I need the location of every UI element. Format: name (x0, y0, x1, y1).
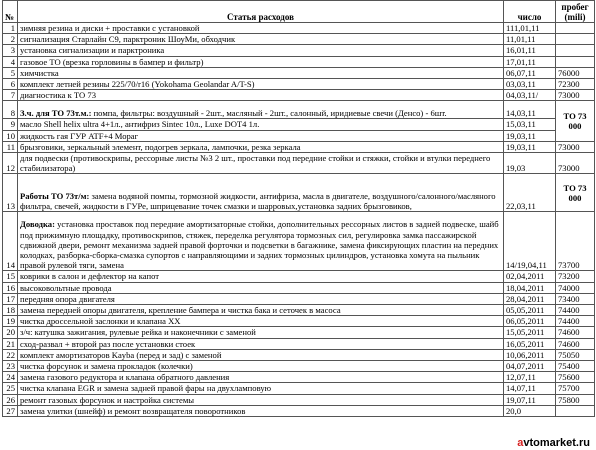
table-row (3, 271, 595, 282)
row-mileage-merged: ТО 73 000 (556, 174, 595, 212)
row-description: сигнализация Старлайн С9, парктроник ШоуМи, обходчик (18, 34, 504, 45)
row-date: 10,06,2011 (504, 349, 556, 360)
row-mileage: 75800 (556, 394, 595, 405)
row-number: 17 (3, 293, 18, 304)
row-number: 26 (3, 394, 18, 405)
expense-table (2, 0, 595, 417)
row-mileage-merged: ТО 73 000 (556, 101, 595, 141)
row-number: 22 (3, 349, 18, 360)
row-mileage (556, 56, 595, 67)
row-number: 24 (3, 372, 18, 383)
row-description: брызговики, зеркальный элемент, подогрев зеркала, лампочки, резка зеркала (18, 141, 504, 152)
watermark-logo (515, 437, 592, 449)
row-date: 12,07,11 (504, 372, 556, 383)
row-number: 19 (3, 316, 18, 327)
table-row (3, 405, 595, 416)
table-row (3, 34, 595, 45)
row-description-bold: З.ч. для ТО 73т.м.: (20, 108, 92, 119)
row-date: 04,03,11/ (504, 90, 556, 101)
row-description: сход-развал + второй раз после установки стоек (18, 338, 504, 349)
row-description: з/ч: катушка зажигания, рулевые рейка и наконечники с заменой (18, 327, 504, 338)
table-row (3, 282, 595, 293)
row-number: 4 (3, 56, 18, 67)
row-number: 3 (3, 45, 18, 56)
table-row (3, 372, 595, 383)
table-row (3, 23, 595, 34)
row-description-text: установка проставок под передние амортизаторные стойки, дополнительных рессорных листов в задней подвеске, шайб под прижимную площадку, противоскрипов, стяжек, переделка регулятора тормозных сил, регулировка замка пассажирской сдвижной двери, ремонт механизма задней правой форточки и подсветки в багажнике, замена фиксирующих пластин на передних колодках, разборка-сборка-смазка супортов с направляющими и задних тормозных цилиндров, установка хомута на пыльник правой рулевой тяги, замена (20, 219, 499, 271)
table-row (3, 212, 595, 271)
row-mileage: 73400 (556, 293, 595, 304)
row-date: 14,07,11 (504, 383, 556, 394)
row-date: 14,03,11 (504, 101, 556, 119)
row-description: замена улитки (шнейф) и ремонт возвращателя поворотников (18, 405, 504, 416)
header-description: Статья расходов (18, 1, 504, 23)
row-number: 1 (3, 23, 18, 34)
table-row (3, 101, 595, 119)
row-date: 19,03,11 (504, 130, 556, 141)
table-row (3, 141, 595, 152)
row-mileage (556, 405, 595, 416)
row-number: 2 (3, 34, 18, 45)
row-date: 16,05,2011 (504, 338, 556, 349)
row-date: 22,03,11 (504, 174, 556, 212)
table-row (3, 67, 595, 78)
row-date: 28,04,2011 (504, 293, 556, 304)
row-number: 5 (3, 67, 18, 78)
header-mileage: пробег (mili) (556, 1, 595, 23)
row-mileage: 75050 (556, 349, 595, 360)
table-row (3, 394, 595, 405)
table-row (3, 79, 595, 90)
row-mileage: 73700 (556, 212, 595, 271)
table-row (3, 119, 595, 130)
row-date: 05,05,2011 (504, 305, 556, 316)
row-description: коврики в салон и дефлектор на капот (18, 271, 504, 282)
row-description (18, 212, 504, 271)
row-mileage: 74600 (556, 327, 595, 338)
row-description-bold: Доводка: (20, 219, 55, 230)
row-date: 02,04,2011 (504, 271, 556, 282)
row-mileage: 76000 (556, 67, 595, 78)
row-date: 19,03 (504, 153, 556, 174)
row-number: 25 (3, 383, 18, 394)
row-mileage: 73000 (556, 141, 595, 152)
table-row (3, 56, 595, 67)
row-date: 14/19,04,11 (504, 212, 556, 271)
row-number: 6 (3, 79, 18, 90)
row-description: чистка дроссельной заслонки и клапана ХХ (18, 316, 504, 327)
row-date: 19,03,11 (504, 141, 556, 152)
row-date: 11,01,11 (504, 34, 556, 45)
table-row (3, 383, 595, 394)
table-row (3, 90, 595, 101)
row-description: комплект амортизаторов Kayba (перед и зад) с заменой (18, 349, 504, 360)
row-mileage (556, 34, 595, 45)
row-date: 15,05,2011 (504, 327, 556, 338)
row-description: диагностика к ТО 73 (18, 90, 504, 101)
row-description: масло Shell helix ultra 4+1л., антифриз Sintec 10л., Luxe DOT4 1л. (18, 119, 504, 130)
table-row (3, 293, 595, 304)
table-row (3, 327, 595, 338)
row-mileage: 72300 (556, 79, 595, 90)
table-row (3, 316, 595, 327)
row-description-text: помпа, фильтры: воздушный - 2шт., масляный - 2шт., салонный, иридиевые свечи (Денсо) - 6шт. (91, 108, 447, 119)
row-description: установка сигнализации и парктроника (18, 45, 504, 56)
row-date: 16,01,11 (504, 45, 556, 56)
row-description-bold: Работы ТО 73т/м: (20, 191, 90, 202)
row-description: передняя опора двигателя (18, 293, 504, 304)
row-date: 06,05,2011 (504, 316, 556, 327)
row-number: 27 (3, 405, 18, 416)
row-date: 20,0 (504, 405, 556, 416)
row-number: 7 (3, 90, 18, 101)
row-description: высоковольтные провода (18, 282, 504, 293)
watermark-text: vtomarket.ru (523, 437, 590, 449)
row-mileage: 73000 (556, 90, 595, 101)
row-date: 03,03,11 (504, 79, 556, 90)
row-description: чистка клапана EGR и замена задней правой фары на двухламповую (18, 383, 504, 394)
row-number: 16 (3, 282, 18, 293)
row-description (18, 101, 504, 119)
row-mileage (556, 23, 595, 34)
row-number: 21 (3, 338, 18, 349)
row-mileage: 74400 (556, 305, 595, 316)
row-date: 15,03,11 (504, 119, 556, 130)
row-number: 15 (3, 271, 18, 282)
row-description: зимняя резина и диски + проставки с установкой (18, 23, 504, 34)
row-date: 17,01,11 (504, 56, 556, 67)
row-number: 14 (3, 212, 18, 271)
row-number: 12 (3, 153, 18, 174)
row-number: 8 (3, 101, 18, 119)
row-number: 23 (3, 361, 18, 372)
row-description: химчистка (18, 67, 504, 78)
header-number: № (3, 1, 18, 23)
row-number: 20 (3, 327, 18, 338)
row-description-text: замена водяной помпы, тормозной жидкости, антифриза, масла в двигателе, воздушного/салонного/масляного фильтра, свечей, жидкости в ГУРе, шприцевание точек смазки и шарровых,установка задних брызговиков, (20, 191, 496, 212)
table-row (3, 338, 595, 349)
row-description: жидкость гая ГУР ATF+4 Мораг (18, 130, 504, 141)
row-number: 13 (3, 174, 18, 212)
row-description: газовое ТО (врезка горловины в бампер и фильтр) (18, 56, 504, 67)
row-description (18, 174, 504, 212)
table-row (3, 153, 595, 174)
row-mileage: 75600 (556, 372, 595, 383)
row-mileage (556, 45, 595, 56)
row-number: 10 (3, 130, 18, 141)
watermark-letter: a (517, 437, 524, 449)
row-mileage: 75700 (556, 383, 595, 394)
row-mileage: 75400 (556, 361, 595, 372)
table-row (3, 45, 595, 56)
row-number: 18 (3, 305, 18, 316)
row-mileage: 74400 (556, 316, 595, 327)
table-row (3, 349, 595, 360)
row-description: замена газового редуктора и клапана обратного давления (18, 372, 504, 383)
header-date: число (504, 1, 556, 23)
row-number: 11 (3, 141, 18, 152)
table-row (3, 174, 595, 212)
row-mileage: 74600 (556, 338, 595, 349)
row-description: для подвески (противоскрипы, рессорные листы №3 2 шт., проставки под передние стойки и стяжки, стойки и втулки переднего стабилизатора) (18, 153, 504, 174)
row-date: 19,07,11 (504, 394, 556, 405)
table-row (3, 361, 595, 372)
row-number: 9 (3, 119, 18, 130)
row-date: 04,07,2011 (504, 361, 556, 372)
row-date: 111,01,11 (504, 23, 556, 34)
row-description: чистка форсунок и замена прокладок (колечки) (18, 361, 504, 372)
table-header-row (3, 1, 595, 23)
row-date: 06,07,11 (504, 67, 556, 78)
row-description: комплект летней резины 225/70/r16 (Yokohama Geolandar A/T-S) (18, 79, 504, 90)
row-description: замена передней опоры двигателя, крепление бампера и чистка бака и сеточек в масоса (18, 305, 504, 316)
row-description: ремонт газовых форсунок и настройка системы (18, 394, 504, 405)
row-date: 18,04,2011 (504, 282, 556, 293)
table-row (3, 305, 595, 316)
row-mileage: 73200 (556, 271, 595, 282)
row-mileage: 74000 (556, 282, 595, 293)
row-mileage: 73000 (556, 153, 595, 174)
table-row (3, 130, 595, 141)
